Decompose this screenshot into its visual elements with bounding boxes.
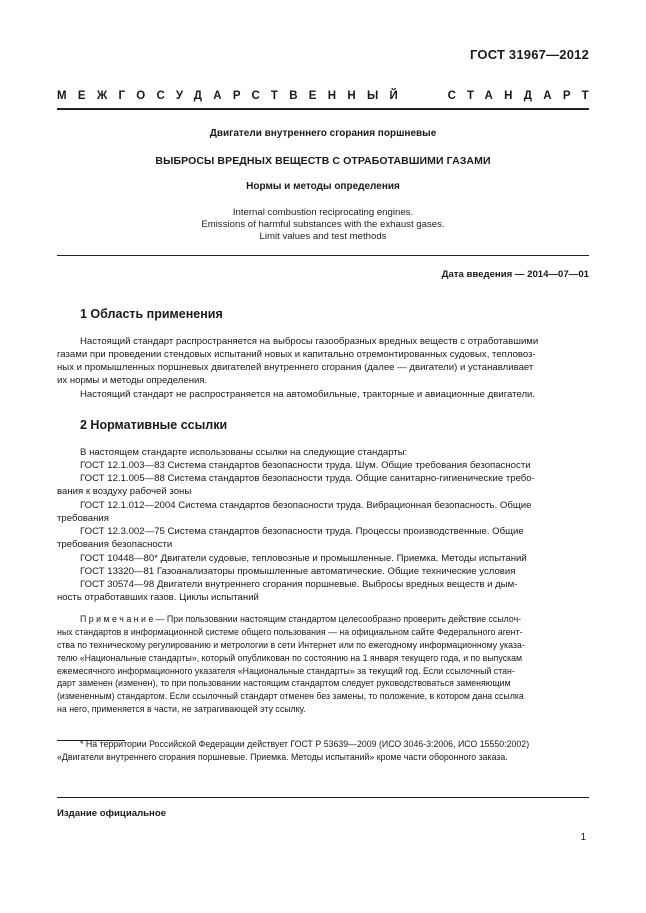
document-code: ГОСТ 31967—2012 xyxy=(470,47,589,62)
reference-line: требования безопасности xyxy=(57,539,173,550)
english-title-line: Limit values and test methods xyxy=(259,231,387,242)
english-title xyxy=(57,207,589,243)
title-main: ВЫБРОСЫ ВРЕДНЫХ ВЕЩЕСТВ С ОТРАБОТАВШИМИ ГАЗАМИ xyxy=(155,155,491,167)
reference-line: вания к воздуху рабочей зоны xyxy=(57,486,192,497)
reference-line: ГОСТ 12.1.005—88 Система стандартов безопасности труда. Общие санитарно-гигиенические требо- xyxy=(80,473,535,484)
reference-line: требования xyxy=(57,513,109,524)
note-line: ных стандартов в информационной системе общего пользования — на официальном сайте Федерального агент- xyxy=(57,627,523,637)
title-subtitle: Двигатели внутреннего сгорания поршневые xyxy=(209,128,437,139)
section-2-heading: 2 Нормативные ссылки xyxy=(80,418,228,432)
edition-label: Издание официальное xyxy=(57,808,167,819)
note-line: П р и м е ч а н и е — При пользовании настоящим стандартом целесообразно проверить действие ссылоч- xyxy=(80,614,522,624)
note-line: дарт заменен (изменен), то при пользовании настоящим стандартом следует руководствоваться заменяющим xyxy=(57,678,511,688)
section-1-heading: 1 Область применения xyxy=(80,307,223,321)
title-part: Нормы и методы определения xyxy=(246,181,400,192)
paragraph-line: Настоящий стандарт не распространяется на автомобильные, тракторные и авиационные двигатели. xyxy=(80,389,536,400)
banner-right: СТАНДАРТ xyxy=(447,90,600,102)
reference-line: ГОСТ 30574—98 Двигатели внутреннего сгорания поршневые. Выбросы вредных веществ и дым- xyxy=(80,579,518,590)
paragraph-line: Настоящий стандарт распространяется на выбросы газообразных вредных веществ с отработавшими xyxy=(80,336,539,347)
banner-left: МЕЖГОСУДАРСТВЕННЫЙ xyxy=(57,90,410,102)
footnote-line: «Двигатели внутреннего сгорания поршневые. Приемка. Методы испытаний» кроме части оборонного заказа. xyxy=(57,752,508,762)
paragraph-line: их нормы и методы определения. xyxy=(57,375,208,386)
reference-line: ГОСТ 12.1.012—2004 Система стандартов безопасности труда. Вибрационная безопасность. Общие xyxy=(80,500,532,511)
title-divider xyxy=(57,255,589,256)
footer-divider xyxy=(57,797,589,798)
banner-divider xyxy=(57,108,589,110)
note-line: на него, применяется в части, не затрагивающей эту ссылку. xyxy=(57,704,306,714)
introduction-date: Дата введения — 2014—07—01 xyxy=(441,269,589,280)
reference-line: ГОСТ 12.1.003—83 Система стандартов безопасности труда. Шум. Общие требования безопасности xyxy=(80,460,531,471)
reference-line: ность отработавших газов. Циклы испытаний xyxy=(57,592,259,603)
reference-line: ГОСТ 12.3.002—75 Система стандартов безопасности труда. Процессы производственные. Общие xyxy=(80,526,524,537)
english-title-line: Internal combustion reciprocating engines. xyxy=(232,207,414,218)
note-line: телю «Национальные стандарты», который опубликован по состоянию на 1 января текущего года, и по выпускам xyxy=(57,653,523,663)
english-title-line: Emissions of harmful substances with the exhaust gases. xyxy=(201,219,445,230)
paragraph-line: газами при проведении стендовых испытаний новых и капитально отремонтированных судовых, тепловоз- xyxy=(57,349,536,360)
note-line: ства по техническому регулированию и метрологии в сети Интернет или по ежегодному информационному указа- xyxy=(57,640,525,650)
note-line: (измененным) стандартом. Если ссылочный стандарт отменен без замены, то положение, в котором дана ссылка xyxy=(57,691,524,701)
paragraph-line: В настоящем стандарте использованы ссылки на следующие стандарты: xyxy=(80,447,408,458)
footnote-line: * На территории Российской Федерации действует ГОСТ Р 53639—2009 (ИСО 3046-3:2006, ИСО 15550:2002) xyxy=(80,739,530,749)
note-line: ежемесячного информационного указателя «Национальные стандарты» за текущий год. Если ссылочный стан- xyxy=(57,666,515,676)
reference-line: ГОСТ 13320—81 Газоанализаторы промышленные автоматические. Общие технические условия xyxy=(80,566,516,577)
reference-line: ГОСТ 10448—80* Двигатели судовые, тепловозные и промышленные. Приемка. Методы испытаний xyxy=(80,553,527,564)
page-number: 1 xyxy=(580,832,586,843)
paragraph-line: ных и промышленных поршневых двигателей внутреннего сгорания (далее — двигатели) и устанавливает xyxy=(57,362,534,373)
